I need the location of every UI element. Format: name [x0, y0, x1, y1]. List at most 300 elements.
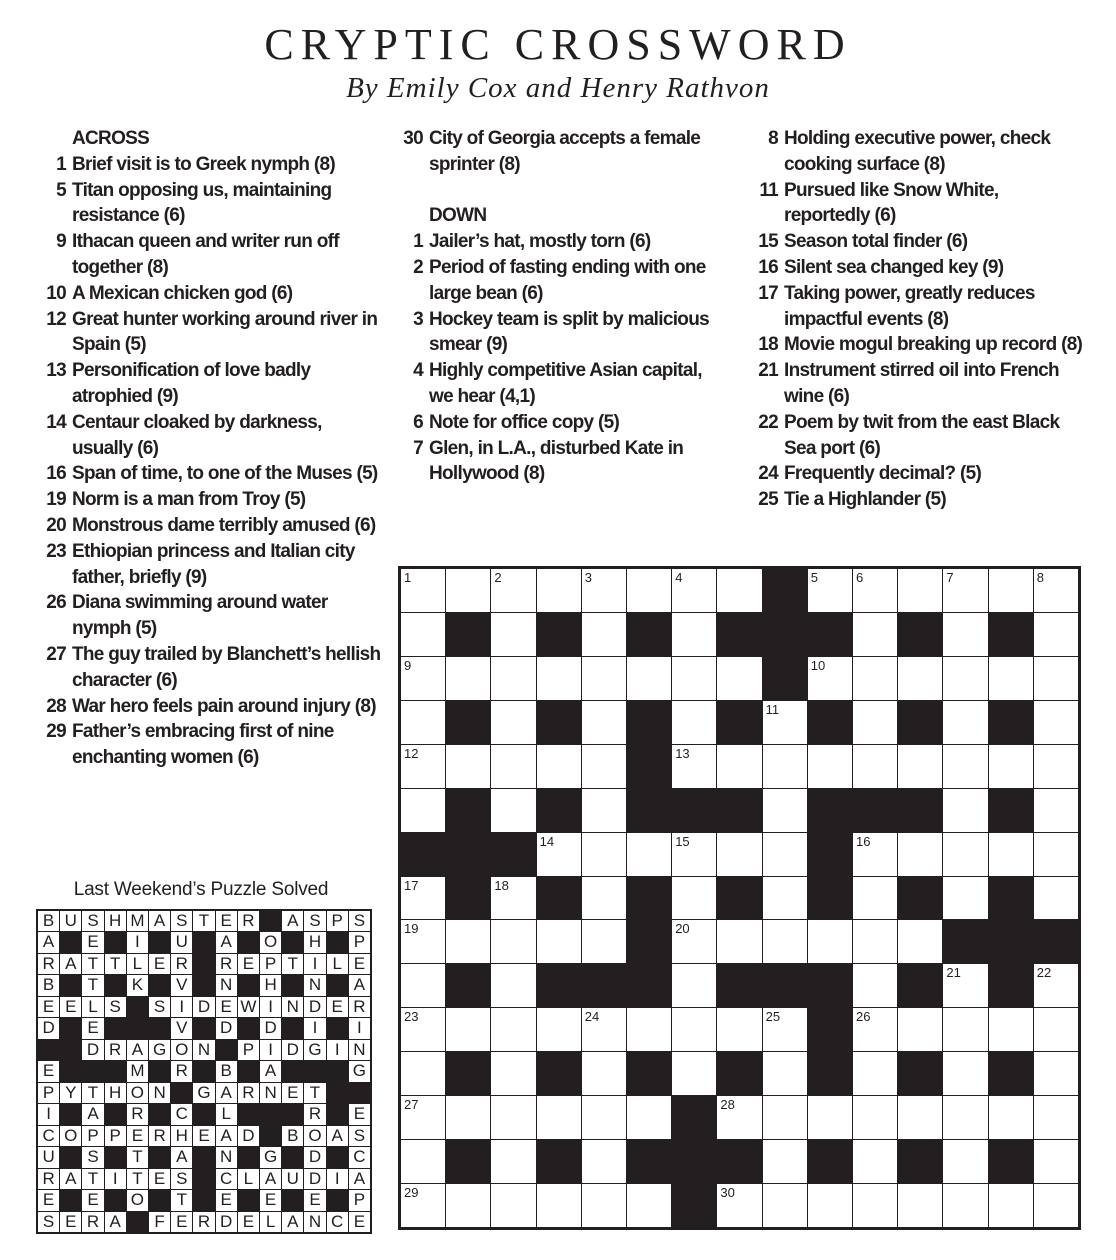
solved-letter: E: [193, 1126, 214, 1146]
down-clue-2[interactable]: [395, 255, 715, 307]
down-clue-18[interactable]: [752, 332, 1087, 358]
crossword-grid[interactable]: [398, 566, 1081, 1230]
grid-cell[interactable]: [1034, 745, 1078, 788]
grid-cell[interactable]: [853, 1140, 897, 1183]
grid-cell[interactable]: [491, 745, 535, 788]
solved-letter: T: [82, 975, 103, 995]
grid-cell[interactable]: [491, 657, 535, 700]
grid-cell[interactable]: [763, 877, 807, 920]
grid-cell[interactable]: [491, 789, 535, 832]
grid-cell[interactable]: [491, 569, 535, 612]
solved-letter: C: [216, 1169, 237, 1189]
solved-letter: R: [38, 1169, 59, 1189]
grid-cell[interactable]: [672, 1052, 716, 1095]
clue-number: 6: [413, 411, 423, 433]
grid-cell[interactable]: [446, 1096, 490, 1139]
grid-cell[interactable]: [627, 657, 671, 700]
across-clue-20[interactable]: [38, 513, 383, 539]
grid-cell[interactable]: [989, 1096, 1033, 1139]
clue-number: 22: [758, 411, 778, 433]
clue-number: 29: [46, 721, 66, 743]
solved-letter: I: [304, 1018, 325, 1038]
clue-text: A Mexican chicken god (6): [72, 282, 293, 304]
grid-cell[interactable]: [1034, 657, 1078, 700]
grid-cell[interactable]: [943, 1096, 987, 1139]
clue-text: Highly competitive Asian capital, we hear (4,1): [429, 360, 702, 407]
clue-number: 1: [56, 153, 66, 175]
solved-letter: P: [82, 1126, 103, 1146]
grid-cell[interactable]: [491, 877, 535, 920]
across-clue-30[interactable]: [395, 126, 715, 178]
solved-letter: N: [349, 1040, 370, 1060]
grid-cell[interactable]: [446, 920, 490, 963]
grid-cell[interactable]: [717, 1096, 761, 1139]
grid-cell[interactable]: [582, 1140, 626, 1183]
grid-cell[interactable]: [808, 745, 852, 788]
grid-cell[interactable]: [446, 1008, 490, 1051]
grid-cell[interactable]: [1034, 789, 1078, 832]
down-clue-11[interactable]: [752, 178, 1087, 230]
grid-cell[interactable]: [853, 745, 897, 788]
grid-cell[interactable]: [537, 920, 581, 963]
grid-cell[interactable]: [943, 833, 987, 876]
cell-number: 1: [404, 570, 412, 585]
black-cell: [327, 1018, 348, 1038]
solved-letter: A: [327, 1126, 348, 1146]
black-cell: [627, 789, 671, 832]
grid-cell[interactable]: [1034, 1008, 1078, 1051]
black-cell: [808, 701, 852, 744]
grid-cell[interactable]: [898, 1184, 942, 1227]
grid-cell[interactable]: [943, 1008, 987, 1051]
grid-cell[interactable]: [808, 920, 852, 963]
down-clue-7[interactable]: [395, 436, 715, 488]
down-clue-8[interactable]: [752, 126, 1087, 178]
solved-letter: R: [149, 1126, 170, 1146]
grid-cell[interactable]: [853, 833, 897, 876]
black-cell: [282, 1061, 303, 1081]
black-cell: [627, 701, 671, 744]
grid-cell[interactable]: [763, 745, 807, 788]
grid-cell[interactable]: [763, 1008, 807, 1051]
across-clue-19[interactable]: [38, 487, 383, 513]
grid-cell[interactable]: [989, 657, 1033, 700]
grid-cell[interactable]: [989, 1008, 1033, 1051]
across-clue-13[interactable]: [38, 358, 383, 410]
cell-number: 15: [675, 833, 690, 849]
grid-cell[interactable]: [672, 657, 716, 700]
down-clue-25[interactable]: [752, 487, 1087, 513]
clue-column-3: [752, 126, 1087, 513]
black-cell: [238, 1190, 259, 1210]
grid-cell[interactable]: [582, 745, 626, 788]
across-clue-10[interactable]: [38, 281, 383, 307]
grid-cell[interactable]: [672, 613, 716, 656]
grid-cell[interactable]: [582, 789, 626, 832]
grid-cell[interactable]: [582, 1008, 626, 1051]
clue-column-2: [395, 126, 715, 487]
grid-cell[interactable]: [672, 745, 716, 788]
black-cell: [898, 1140, 942, 1183]
grid-cell[interactable]: [582, 657, 626, 700]
grid-cell[interactable]: [1034, 1052, 1078, 1095]
grid-cell[interactable]: [627, 1096, 671, 1139]
black-cell: [82, 1061, 103, 1081]
clue-text: Monstrous dame terribly amused (6): [72, 514, 376, 536]
grid-cell[interactable]: [446, 745, 490, 788]
grid-cell[interactable]: [943, 1184, 987, 1227]
black-cell: [60, 1147, 81, 1167]
grid-cell[interactable]: [853, 613, 897, 656]
grid-cell[interactable]: [943, 1052, 987, 1095]
grid-cell[interactable]: [401, 613, 445, 656]
solved-letter: E: [282, 1083, 303, 1103]
solved-letter: A: [149, 911, 170, 931]
grid-cell[interactable]: [537, 1096, 581, 1139]
solved-letter: T: [282, 954, 303, 974]
grid-cell[interactable]: [717, 657, 761, 700]
grid-cell[interactable]: [717, 920, 761, 963]
cell-number: 6: [856, 570, 864, 585]
clue-text: Hockey team is split by malicious smear (9): [429, 308, 709, 356]
grid-cell[interactable]: [491, 1140, 535, 1183]
grid-cell[interactable]: [401, 789, 445, 832]
grid-cell[interactable]: [672, 569, 716, 612]
grid-cell[interactable]: [401, 701, 445, 744]
clue-text: Span of time, to one of the Muses (5): [72, 463, 378, 485]
clue-text: The guy trailed by Blanchett’s hellish character (6): [72, 643, 381, 691]
solved-letter: R: [127, 1104, 148, 1124]
solved-letter: I: [349, 1018, 370, 1038]
grid-cell[interactable]: [537, 833, 581, 876]
grid-cell[interactable]: [491, 1008, 535, 1051]
grid-cell[interactable]: [491, 920, 535, 963]
grid-cell[interactable]: [898, 920, 942, 963]
solved-letter: R: [216, 954, 237, 974]
across-clue-16[interactable]: [38, 461, 383, 487]
solved-grid: [36, 909, 372, 1234]
across-clue-1[interactable]: [38, 152, 383, 178]
grid-cell[interactable]: [1034, 613, 1078, 656]
grid-cell[interactable]: [672, 1008, 716, 1051]
grid-cell[interactable]: [763, 833, 807, 876]
across-clue-23[interactable]: [38, 539, 383, 591]
solved-letter: V: [171, 975, 192, 995]
grid-cell[interactable]: [672, 964, 716, 1007]
solved-letter: O: [304, 1126, 325, 1146]
across-clue-14[interactable]: [38, 410, 383, 462]
grid-cell[interactable]: [537, 657, 581, 700]
black-cell: [537, 613, 581, 656]
grid-cell[interactable]: [1034, 1096, 1078, 1139]
grid-cell[interactable]: [989, 569, 1033, 612]
clue-number: 27: [46, 643, 66, 665]
solved-letter: S: [349, 1126, 370, 1146]
black-cell: [763, 613, 807, 656]
grid-cell[interactable]: [943, 789, 987, 832]
solved-letter: P: [238, 1040, 259, 1060]
grid-cell[interactable]: [943, 701, 987, 744]
solved-letter: E: [260, 1190, 281, 1210]
solved-letter: E: [216, 911, 237, 931]
grid-cell[interactable]: [401, 877, 445, 920]
grid-cell[interactable]: [853, 657, 897, 700]
grid-cell[interactable]: [898, 833, 942, 876]
black-cell: [193, 1190, 214, 1210]
grid-cell[interactable]: [763, 1096, 807, 1139]
grid-cell[interactable]: [491, 613, 535, 656]
grid-cell[interactable]: [582, 613, 626, 656]
grid-cell[interactable]: [989, 1184, 1033, 1227]
grid-cell[interactable]: [763, 1140, 807, 1183]
grid-cell[interactable]: [1034, 1140, 1078, 1183]
grid-cell[interactable]: [717, 833, 761, 876]
across-clue-28[interactable]: [38, 694, 383, 720]
solved-letter: T: [171, 1190, 192, 1210]
grid-cell[interactable]: [943, 964, 987, 1007]
grid-cell[interactable]: [582, 1184, 626, 1227]
solved-letter: I: [260, 997, 281, 1017]
grid-cell[interactable]: [943, 877, 987, 920]
down-clue-6[interactable]: [395, 410, 715, 436]
grid-cell[interactable]: [808, 657, 852, 700]
clue-text: Note for office copy (5): [429, 411, 620, 433]
down-clue-21[interactable]: [752, 358, 1087, 410]
grid-cell[interactable]: [582, 920, 626, 963]
cell-number: 10: [810, 657, 826, 673]
grid-cell[interactable]: [717, 1008, 761, 1051]
solved-letter: E: [60, 997, 81, 1017]
grid-cell[interactable]: [401, 1184, 445, 1227]
down-clue-16[interactable]: [752, 255, 1087, 281]
grid-cell[interactable]: [627, 569, 671, 612]
clue-text: Poem by twit from the east Black Sea port (6): [784, 411, 1060, 459]
solved-letter: A: [260, 1169, 281, 1189]
solved-letter: A: [171, 1147, 192, 1167]
grid-cell[interactable]: [717, 745, 761, 788]
down-clue-4[interactable]: [395, 358, 715, 410]
down-clue-17[interactable]: [752, 281, 1087, 333]
grid-cell[interactable]: [537, 745, 581, 788]
grid-cell[interactable]: [401, 569, 445, 612]
solved-letter: T: [82, 1169, 103, 1189]
grid-cell[interactable]: [401, 745, 445, 788]
solved-letter: E: [82, 1190, 103, 1210]
solved-letter: D: [193, 997, 214, 1017]
grid-cell[interactable]: [401, 1140, 445, 1183]
solved-letter: A: [82, 1104, 103, 1124]
grid-cell[interactable]: [401, 1008, 445, 1051]
black-cell: [627, 1140, 671, 1183]
grid-cell[interactable]: [537, 1184, 581, 1227]
black-cell: [127, 1018, 148, 1038]
grid-cell[interactable]: [808, 1184, 852, 1227]
grid-cell[interactable]: [491, 1052, 535, 1095]
solved-letter: A: [216, 932, 237, 952]
grid-cell[interactable]: [672, 833, 716, 876]
clue-number: 17: [758, 282, 778, 304]
grid-cell[interactable]: [1034, 569, 1078, 612]
grid-cell[interactable]: [808, 569, 852, 612]
grid-cell[interactable]: [582, 1096, 626, 1139]
down-clue-15[interactable]: [752, 229, 1087, 255]
grid-cell[interactable]: [1034, 1184, 1078, 1227]
down-clue-1[interactable]: [395, 229, 715, 255]
grid-cell[interactable]: [763, 789, 807, 832]
solved-letter: N: [193, 1040, 214, 1060]
grid-cell[interactable]: [401, 964, 445, 1007]
grid-cell[interactable]: [582, 569, 626, 612]
solved-letter: D: [38, 1018, 59, 1038]
solved-letter: T: [82, 954, 103, 974]
grid-cell[interactable]: [763, 1052, 807, 1095]
grid-cell[interactable]: [446, 569, 490, 612]
grid-cell[interactable]: [853, 1184, 897, 1227]
solved-letter: R: [193, 1212, 214, 1232]
across-clue-27[interactable]: [38, 642, 383, 694]
grid-cell[interactable]: [1034, 833, 1078, 876]
grid-cell[interactable]: [898, 657, 942, 700]
black-cell: [446, 964, 490, 1007]
black-cell: [60, 1061, 81, 1081]
grid-cell[interactable]: [853, 701, 897, 744]
solved-letter: G: [193, 1083, 214, 1103]
down-clue-22[interactable]: [752, 410, 1087, 462]
grid-cell[interactable]: [943, 745, 987, 788]
grid-cell[interactable]: [853, 1096, 897, 1139]
solved-letter: R: [105, 1040, 126, 1060]
black-cell: [989, 789, 1033, 832]
solved-letter: E: [127, 1126, 148, 1146]
across-clue-9[interactable]: [38, 229, 383, 281]
grid-cell[interactable]: [989, 745, 1033, 788]
grid-cell[interactable]: [582, 833, 626, 876]
grid-cell[interactable]: [401, 1096, 445, 1139]
grid-cell[interactable]: [1034, 701, 1078, 744]
grid-cell[interactable]: [898, 569, 942, 612]
grid-cell[interactable]: [943, 613, 987, 656]
solved-letter: C: [171, 1104, 192, 1124]
grid-cell[interactable]: [853, 920, 897, 963]
grid-cell[interactable]: [491, 1184, 535, 1227]
grid-cell[interactable]: [537, 1008, 581, 1051]
grid-cell[interactable]: [989, 833, 1033, 876]
grid-cell[interactable]: [717, 1184, 761, 1227]
grid-cell[interactable]: [446, 1184, 490, 1227]
black-cell: [898, 701, 942, 744]
across-clue-12[interactable]: [38, 307, 383, 359]
across-clue-26[interactable]: [38, 590, 383, 642]
grid-cell[interactable]: [401, 1052, 445, 1095]
solved-letter: H: [304, 932, 325, 952]
grid-cell[interactable]: [853, 964, 897, 1007]
black-cell: [127, 997, 148, 1017]
grid-cell[interactable]: [491, 701, 535, 744]
black-cell: [491, 833, 535, 876]
grid-cell[interactable]: [763, 920, 807, 963]
black-cell: [717, 701, 761, 744]
solved-letter: T: [82, 1083, 103, 1103]
grid-cell[interactable]: [943, 657, 987, 700]
black-cell: [537, 1052, 581, 1095]
black-cell: [260, 1104, 281, 1124]
grid-cell[interactable]: [446, 657, 490, 700]
solved-letter: I: [304, 954, 325, 974]
grid-cell[interactable]: [491, 964, 535, 1007]
grid-cell[interactable]: [672, 920, 716, 963]
clue-number: 13: [46, 360, 66, 382]
clue-text: Frequently decimal? (5): [784, 463, 982, 485]
grid-cell[interactable]: [1034, 964, 1078, 1007]
black-cell: [898, 964, 942, 1007]
grid-cell[interactable]: [898, 745, 942, 788]
grid-cell[interactable]: [898, 1096, 942, 1139]
solved-letter: N: [304, 975, 325, 995]
solved-letter: P: [327, 911, 348, 931]
grid-cell[interactable]: [943, 569, 987, 612]
grid-cell[interactable]: [537, 569, 581, 612]
grid-cell[interactable]: [853, 569, 897, 612]
grid-cell[interactable]: [717, 569, 761, 612]
grid-cell[interactable]: [582, 701, 626, 744]
grid-cell[interactable]: [1034, 877, 1078, 920]
solved-letter: R: [304, 1104, 325, 1124]
grid-cell[interactable]: [763, 701, 807, 744]
grid-cell[interactable]: [672, 701, 716, 744]
grid-cell[interactable]: [672, 877, 716, 920]
grid-cell[interactable]: [401, 920, 445, 963]
solved-letter: D: [216, 1018, 237, 1038]
down-clue-24[interactable]: [752, 461, 1087, 487]
grid-cell[interactable]: [808, 1096, 852, 1139]
black-cell: [989, 877, 1033, 920]
grid-cell[interactable]: [898, 1008, 942, 1051]
solved-letter: E: [238, 1212, 259, 1232]
across-clue-29[interactable]: [38, 719, 383, 771]
black-cell: [446, 613, 490, 656]
grid-cell[interactable]: [627, 1008, 671, 1051]
grid-cell[interactable]: [853, 1008, 897, 1051]
grid-cell[interactable]: [582, 877, 626, 920]
grid-cell[interactable]: [853, 877, 897, 920]
grid-cell[interactable]: [853, 1052, 897, 1095]
black-cell: [60, 932, 81, 952]
solved-letter: O: [260, 932, 281, 952]
solved-letter: E: [349, 1212, 370, 1232]
grid-cell[interactable]: [582, 1052, 626, 1095]
solved-letter: O: [127, 1083, 148, 1103]
grid-cell[interactable]: [627, 1184, 671, 1227]
cell-number: 18: [494, 877, 509, 893]
clue-text: Centaur cloaked by darkness, usually (6): [72, 411, 322, 459]
grid-cell[interactable]: [763, 1184, 807, 1227]
grid-cell[interactable]: [491, 1096, 535, 1139]
cell-number: 5: [810, 570, 819, 585]
down-clue-3[interactable]: [395, 307, 715, 359]
black-cell: [282, 1190, 303, 1210]
solved-letter: U: [282, 1169, 303, 1189]
black-cell: [763, 964, 807, 1007]
grid-cell[interactable]: [943, 1140, 987, 1183]
solved-letter: R: [238, 911, 259, 931]
solved-letter: D: [304, 1147, 325, 1167]
clue-number: 16: [758, 256, 778, 278]
across-clue-5[interactable]: [38, 178, 383, 230]
grid-cell[interactable]: [627, 833, 671, 876]
black-cell: [808, 833, 852, 876]
grid-cell[interactable]: [401, 657, 445, 700]
clue-number: 16: [46, 463, 66, 485]
